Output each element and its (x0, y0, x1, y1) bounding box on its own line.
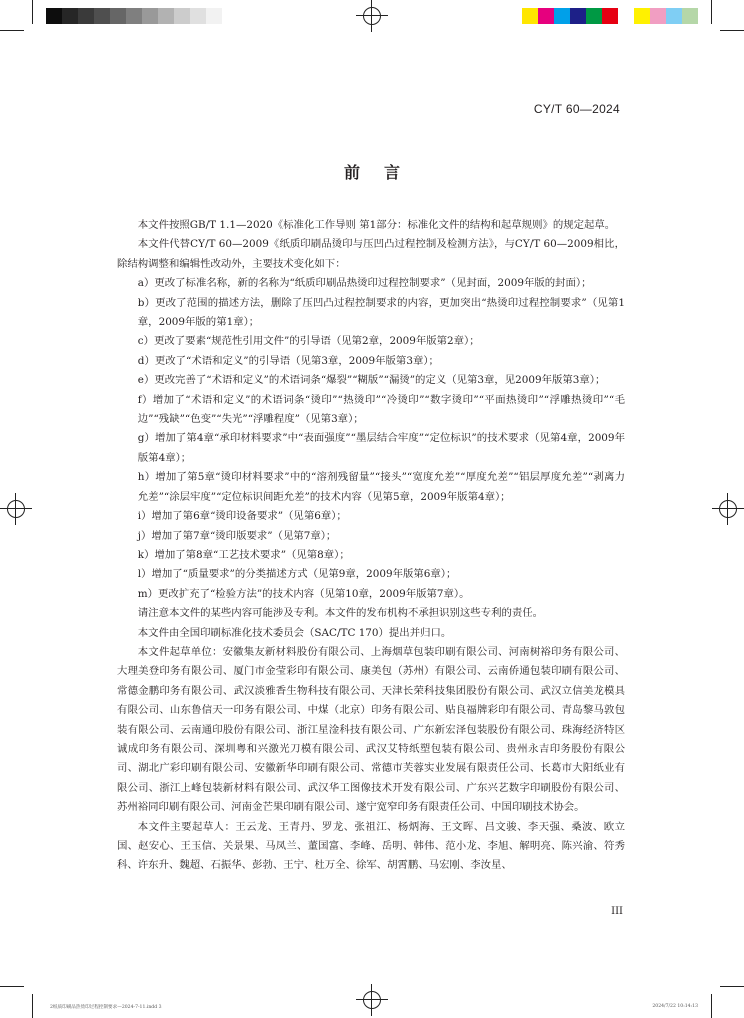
change-list-item: c）更改了要素“规范性引用文件”的引导语（见第2章，2009年版第2章）； (137, 335, 480, 348)
crop-mark (32, 0, 33, 24)
color-swatch (602, 8, 618, 24)
paragraph: 本文件主要起草人：王云龙、王青丹、罗龙、张祖江、杨炳海、王文晖、吕文骏、李天强、桑波、欧立国、赵安心、王玉信、关景果、马凤兰、董国富、李峰、岳明、韩伟、范小龙、李旭、解明亮、陈兴渝、符秀科、许东升、魏超、石振华、彭勃、王宁、杜万全、徐军、胡霄鹏、马宏刚、李汝星、 (117, 820, 625, 872)
color-swatch (634, 8, 650, 24)
registration-mark-left (4, 497, 28, 521)
color-swatch (570, 8, 586, 24)
color-swatch (522, 8, 538, 24)
gray-swatch (46, 8, 62, 24)
paragraph: 请注意本文件的某些内容可能涉及专利。本文件的发布机构不承担识别这些专利的责任。 (137, 607, 544, 620)
paragraph: 本文件由全国印刷标准化技术委员会（SAC/TC 170）提出并归口。 (137, 626, 452, 639)
change-list-item: k）增加了第8章“工艺技术要求”（见第8章）； (137, 548, 350, 561)
color-swatch (666, 8, 682, 24)
gray-swatch (62, 8, 78, 24)
gray-swatch (190, 8, 206, 24)
change-list-item: l）增加了“质量要求”的分类描述方式（见第9章，2009年版第6章）； (137, 568, 457, 581)
process-color-bar (522, 8, 698, 24)
gray-swatch (142, 8, 158, 24)
footer-file-info: 2纸质印刷品热烫印过程控制要求—2024-7-11.indd 3 (50, 1005, 162, 1010)
registration-mark-bottom (360, 988, 384, 1012)
change-list-item: f）增加了“术语和定义”的术语词条“烫印”“热烫印”“冷烫印”“数字烫印”“平面热烫印”“浮雕热烫印”“毛边”“残缺”“色变”“失光”“浮雕程度”（见第3章）； (137, 393, 625, 426)
crop-mark (720, 986, 744, 987)
paragraph: 本文件代替CY/T 60—2009《纸质印刷品烫印与压凹凸过程控制及检测方法》，与CY/T 60—2009相比，除结构调整和编辑性改动外，主要技术变化如下： (117, 238, 625, 270)
paragraph: 本文件起草单位：安徽集友新材料股份有限公司、上海烟草包装印刷有限公司、河南树裕印务有限公司、大理美登印务有限公司、厦门市金莹彩印有限公司、康美包（苏州）有限公司、云南侨通包装印刷有限公司、常德金鹏印务有限公司、武汉淡雅香生物科技有限公司、天津长荣科技集团股份有限公司、武汉立信美龙模具有限公司、山东鲁信天一印务有限公司、中煤（北京）印务有限公司、贴良福牌彩印有限公司、青岛黎马敦包装有限公司、云南通印股份有限公司、浙江星淦科技有限公司、广东新宏泽包装股份有限公司、珠海经济特区诚成印务有限公司、深圳粤和兴激光刀模有限公司、武汉艾特纸塑包装有限公司、贵州永吉印务股份有限公司、湖北广彩印刷有限公司、安徽新华印刷有限公司、常德市芙蓉实业发展有限责任公司、长葛市大阳纸业有限公司、浙江上峰包装新材料有限公司、武汉华工图像技术开发有限公司、广东兴艺数字印刷股份有限公司、苏州裕同印刷有限公司、河南金芒果印刷有限公司、遂宁宽窄印务有限责任公司、中国印刷技术协会。 (117, 645, 625, 814)
crop-mark (32, 994, 33, 1018)
change-list-item: j）增加了第7章“烫印版要求”（见第7章）； (137, 529, 337, 542)
change-list-item: g）增加了第4章“承印材料要求”中“表面强度”“墨层结合牢度”“定位标识”的技术要求（见第4章，2009年版第4章）； (137, 432, 625, 464)
color-swatch (650, 8, 666, 24)
change-list-item: a）更改了标准名称，新的名称为“纸质印刷品热烫印过程控制要求”（见封面，2009年版的封面）； (137, 277, 592, 290)
gray-swatch (94, 8, 110, 24)
crop-mark (711, 0, 712, 24)
gray-swatch (174, 8, 190, 24)
page-title: 前言 (343, 163, 424, 182)
color-swatch (618, 8, 634, 24)
registration-mark-right (716, 497, 740, 521)
standard-code: CY/T 60—2024 (533, 102, 620, 116)
color-swatch (538, 8, 554, 24)
paragraph: 本文件按照GB/T 1.1—2020《标准化工作导则 第1部分：标准化文件的结构和起草规则》的规定起草。 (137, 219, 616, 231)
change-list-item: m）更改扩充了“检验方法”的技术内容（见第10章，2009年版第7章）。 (137, 587, 470, 600)
foreword-body (117, 216, 625, 876)
crop-mark (0, 986, 24, 987)
page-number: III (611, 906, 623, 917)
change-list-item: d）更改了“术语和定义”的引导语（见第3章，2009年版第3章）； (137, 354, 439, 367)
crop-mark (711, 994, 712, 1018)
change-list-item: h）增加了第5章“烫印材料要求”中的“溶剂残留量”“接头”“宽度允差”“厚度允差”“铝层厚度允差”“剥离力允差”“涂层牢度”“定位标识间距允差”的技术内容（见第5章，2009年版第4章）； (137, 471, 625, 503)
color-swatch (554, 8, 570, 24)
gray-swatch (158, 8, 174, 24)
change-list-item: i）增加了第6章“烫印设备要求”（见第6章）； (137, 510, 347, 523)
gray-swatch (126, 8, 142, 24)
change-list-item: b）更改了范围的描述方法，删除了压凹凸过程控制要求的内容，更加突出“热烫印过程控制要求”（见第1章，2009年版的第1章）； (137, 296, 625, 329)
color-swatch (682, 8, 698, 24)
gray-swatch (206, 8, 222, 24)
color-swatch (586, 8, 602, 24)
gray-swatch (78, 8, 94, 24)
gray-swatch (110, 8, 126, 24)
gray-color-bar (46, 8, 222, 24)
footer-timestamp: 2024/7/22 10:14:13 (652, 1004, 698, 1009)
change-list-item: e）更改完善了“术语和定义”的术语词条“爆裂”“糊版”“漏烫”的定义（见第3章，见2009年版第3章）； (137, 374, 606, 387)
crop-mark (0, 30, 24, 31)
registration-mark-top (360, 4, 384, 28)
crop-mark (720, 30, 744, 31)
